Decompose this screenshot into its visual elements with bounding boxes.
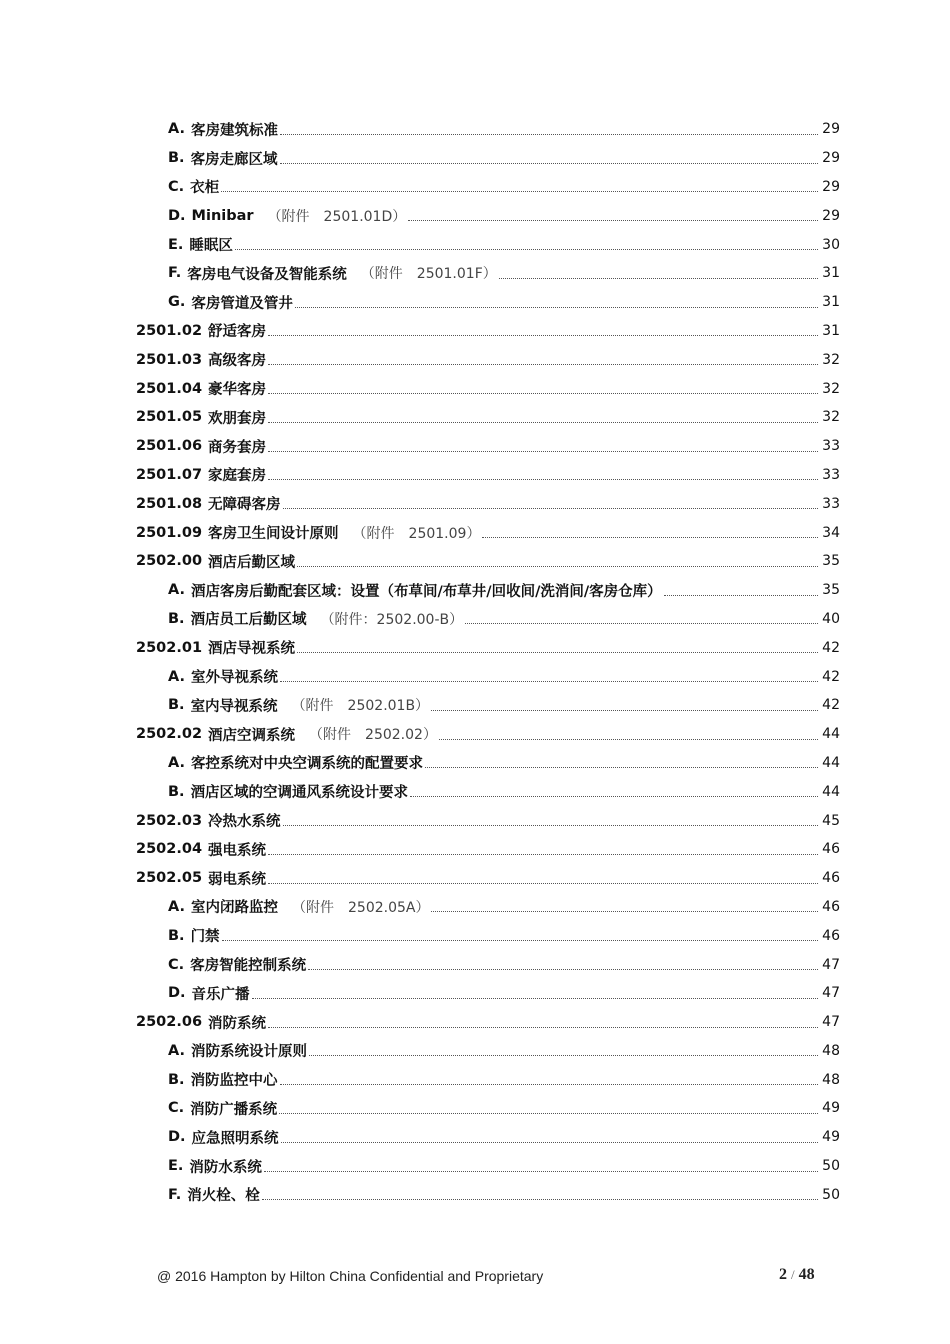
toc-entry-page-number: 44: [822, 783, 840, 800]
toc-entry-number: 2501.02: [136, 322, 203, 339]
toc-entry-number: F.: [168, 265, 182, 282]
toc-entry[interactable]: [0, 662, 950, 691]
dot-leader: [664, 595, 818, 596]
toc-entry-page-number: 33: [822, 495, 840, 512]
toc-entry[interactable]: [0, 345, 950, 374]
toc-entry-page-number: 35: [822, 553, 840, 570]
toc-entry-attachment-note: （附件 2501.09）: [352, 525, 481, 542]
toc-entry-number: B.: [168, 1071, 185, 1088]
toc-entry-page-number: 46: [822, 898, 840, 915]
toc-entry-title: 酒店员工后勤区域: [190, 612, 307, 629]
toc-entry-title: 商务套房: [208, 439, 267, 456]
toc-entry-title: 豪华客房: [208, 382, 267, 399]
page-separator: /: [791, 1267, 795, 1282]
dot-leader: [222, 940, 818, 941]
toc-entry-number: 2501.06: [136, 438, 203, 455]
toc-entry-page-number: 46: [822, 841, 840, 858]
toc-entry-page-number: 47: [822, 956, 840, 973]
dot-leader: [268, 1027, 818, 1028]
dot-leader: [280, 1084, 818, 1085]
footer-copyright: @ 2016 Hampton by Hilton China Confidential and Proprietary: [157, 1268, 544, 1284]
toc-entry[interactable]: [0, 1065, 950, 1094]
toc-entry-number: 2502.03: [136, 812, 203, 829]
toc-entry-title: 酒店导视系统: [208, 641, 296, 658]
toc-entry-title: 客房走廊区域: [190, 151, 278, 168]
dot-leader: [268, 883, 818, 884]
toc-entry-page-number: 49: [822, 1129, 840, 1146]
toc-entry-title: 客房管道及管井: [191, 295, 293, 312]
toc-entry-number: 2501.07: [136, 466, 203, 483]
dot-leader: [268, 393, 818, 394]
dot-leader: [499, 278, 818, 279]
toc-entry-page-number: 50: [822, 1186, 840, 1203]
toc-entry-title: 冷热水系统: [208, 814, 281, 831]
toc-entry-number: B.: [168, 610, 185, 627]
dot-leader: [297, 652, 818, 653]
toc-entry-number: B.: [168, 697, 185, 714]
toc-entry-number: G.: [168, 294, 186, 311]
toc-entry-number: D.: [168, 985, 186, 1002]
toc-entry-page-number: 35: [822, 582, 840, 599]
toc-entry-number: C.: [168, 1100, 185, 1117]
toc-entry[interactable]: [0, 633, 950, 662]
toc-entry[interactable]: [0, 374, 950, 403]
dot-leader: [410, 796, 818, 797]
toc-entry-page-number: 33: [822, 466, 840, 483]
toc-entry-page-number: 32: [822, 380, 840, 397]
toc-entry-page-number: 42: [822, 697, 840, 714]
dot-leader: [280, 163, 818, 164]
dot-leader: [408, 220, 818, 221]
toc-entry-page-number: 47: [822, 985, 840, 1002]
toc-entry-title: Minibar: [191, 207, 254, 224]
toc-entry[interactable]: [0, 115, 950, 144]
toc-entry-number: 2502.01: [136, 639, 203, 656]
dot-leader: [268, 364, 818, 365]
toc-entry-title: 欢朋套房: [208, 410, 267, 427]
toc-entry-page-number: 32: [822, 409, 840, 426]
toc-entry[interactable]: [0, 288, 950, 317]
toc-entry[interactable]: [0, 461, 950, 490]
dot-leader: [280, 134, 818, 135]
total-page-count: 48: [798, 1266, 815, 1283]
toc-entry-title: 消防监控中心: [190, 1073, 278, 1090]
toc-entry-page-number: 42: [822, 639, 840, 656]
dot-leader: [283, 508, 818, 509]
toc-entry[interactable]: [0, 1008, 950, 1037]
toc-entry-page-number: 31: [822, 322, 840, 339]
dot-leader: [262, 1199, 818, 1200]
toc-entry-number: 2501.08: [136, 495, 203, 512]
footer-page-number: [779, 1266, 815, 1284]
toc-entry-number: 2502.00: [136, 553, 203, 570]
toc-entry-title: 消火栓、栓: [187, 1188, 260, 1205]
toc-entry-number: A.: [168, 754, 185, 771]
dot-leader: [268, 422, 818, 423]
toc-entry-number: 2502.04: [136, 841, 203, 858]
toc-entry-title: 酒店客房后勤配套区域：设置（布草间/布草井/回收间/洗消间/客房仓库）: [191, 583, 662, 600]
toc-entry-title: 家庭套房: [208, 468, 267, 485]
toc-entry-number: 2501.09: [136, 524, 203, 541]
toc-entry-number: D.: [168, 1129, 186, 1146]
toc-entry[interactable]: [0, 979, 950, 1008]
toc-entry-title: 室内导视系统: [190, 698, 278, 715]
toc-entry-title: 消防系统: [208, 1015, 267, 1032]
dot-leader: [221, 191, 818, 192]
toc-entry-page-number: 34: [822, 524, 840, 541]
toc-entry[interactable]: [0, 893, 950, 922]
toc-entry-title: 客房电气设备及智能系统: [187, 266, 347, 283]
toc-entry-page-number: 44: [822, 754, 840, 771]
dot-leader: [264, 1171, 818, 1172]
toc-entry-page-number: 30: [822, 236, 840, 253]
toc-entry-attachment-note: （附件 2501.01D）: [267, 208, 407, 225]
toc-entry-title: 消防系统设计原则: [191, 1044, 307, 1061]
toc-entry-page-number: 29: [822, 121, 840, 138]
toc-entry-page-number: 33: [822, 438, 840, 455]
toc-entry-title: 酒店空调系统: [208, 727, 296, 744]
dot-leader: [283, 825, 818, 826]
toc-entry[interactable]: [0, 749, 950, 778]
toc-entry[interactable]: [0, 489, 950, 518]
toc-entry[interactable]: [0, 777, 950, 806]
toc-entry-number: 2501.05: [136, 409, 203, 426]
toc-entry-title: 舒适客房: [208, 324, 267, 341]
toc-entry-attachment-note: （附件 2501.01F）: [360, 266, 497, 283]
dot-leader: [268, 451, 818, 452]
dot-leader: [297, 566, 818, 567]
toc-entry[interactable]: [0, 1094, 950, 1123]
toc-entry[interactable]: [0, 230, 950, 259]
toc-entry-number: A.: [168, 898, 185, 915]
toc-entry-number: A.: [168, 1042, 185, 1059]
dot-leader: [268, 335, 818, 336]
toc-entry-page-number: 40: [822, 610, 840, 627]
toc-entry-title: 客房卫生间设计原则: [208, 526, 339, 543]
toc-entry-title: 消防广播系统: [190, 1101, 278, 1118]
dot-leader: [268, 479, 818, 480]
toc-entry[interactable]: [0, 432, 950, 461]
toc-entry[interactable]: [0, 835, 950, 864]
toc-entry-page-number: 29: [822, 207, 840, 224]
toc-entry[interactable]: [0, 144, 950, 173]
toc-entry-page-number: 46: [822, 870, 840, 887]
toc-entry[interactable]: [0, 403, 950, 432]
toc-entry-title: 音乐广播: [191, 986, 250, 1003]
toc-entry-number: 2502.02: [136, 726, 203, 743]
toc-entry-page-number: 31: [822, 294, 840, 311]
toc-entry-page-number: 49: [822, 1100, 840, 1117]
toc-entry-title: 客房智能控制系统: [190, 958, 307, 974]
dot-leader: [431, 710, 818, 711]
toc-entry-page-number: 42: [822, 668, 840, 685]
dot-leader: [431, 911, 818, 912]
toc-entry-page-number: 47: [822, 1014, 840, 1031]
dot-leader: [309, 1055, 818, 1056]
toc-entry-title: 室内闭路监控: [191, 900, 278, 917]
toc-entry-number: 2502.06: [136, 1014, 203, 1031]
toc-entry[interactable]: [0, 1123, 950, 1152]
toc-entry-page-number: 31: [822, 265, 840, 282]
toc-entry-number: C.: [168, 956, 185, 973]
toc-entry-title: 强电系统: [208, 842, 267, 859]
toc-entry-number: E.: [168, 236, 184, 253]
toc-entry-page-number: 48: [822, 1071, 840, 1088]
toc-entry[interactable]: [0, 317, 950, 346]
toc-entry-number: F.: [168, 1186, 182, 1203]
toc-entry[interactable]: [0, 806, 950, 835]
toc-entry-number: B.: [168, 927, 185, 944]
dot-leader: [279, 1113, 818, 1114]
toc-entry[interactable]: [0, 201, 950, 230]
toc-entry-title: 无障碍客房: [208, 497, 281, 514]
dot-leader: [235, 249, 818, 250]
toc-entry[interactable]: [0, 1180, 950, 1209]
current-page-number: 2: [779, 1266, 787, 1283]
toc-entry-attachment-note: （附件 2502.01B）: [291, 698, 430, 715]
toc-entry-title: 室外导视系统: [191, 670, 278, 687]
toc-entry-page-number: 50: [822, 1158, 840, 1175]
toc-entry[interactable]: [0, 921, 950, 950]
toc-entry-number: A.: [168, 582, 185, 599]
toc-entry-number: 2501.04: [136, 380, 203, 397]
dot-leader: [281, 1142, 818, 1143]
toc-entry-title: 门禁: [190, 929, 220, 946]
toc-entry[interactable]: [0, 173, 950, 202]
toc-entry-number: A.: [168, 668, 185, 685]
toc-entry-title: 睡眠区: [189, 238, 233, 255]
toc-entry-title: 衣柜: [190, 180, 220, 197]
dot-leader: [252, 998, 818, 999]
toc-entry[interactable]: [0, 720, 950, 749]
toc-entry[interactable]: [0, 1152, 950, 1181]
toc-entry[interactable]: [0, 576, 950, 605]
toc-entry[interactable]: [0, 950, 950, 979]
toc-entry-page-number: 32: [822, 351, 840, 368]
toc-entry-title: 弱电系统: [208, 871, 267, 888]
dot-leader: [425, 767, 818, 768]
table-of-contents: [0, 115, 950, 1209]
toc-entry-title: 酒店后勤区域: [208, 554, 296, 571]
toc-entry-title: 客控系统对中央空调系统的配置要求: [191, 756, 423, 773]
toc-entry[interactable]: [0, 1037, 950, 1066]
toc-entry-page-number: 29: [822, 178, 840, 195]
toc-entry-number: 2502.05: [136, 870, 203, 887]
toc-entry-page-number: 44: [822, 726, 840, 743]
toc-entry-number: B.: [168, 783, 185, 800]
dot-leader: [268, 854, 818, 855]
dot-leader: [482, 537, 818, 538]
toc-entry-title: 酒店区域的空调通风系统设计要求: [190, 785, 409, 802]
toc-entry-page-number: 48: [822, 1042, 840, 1059]
toc-entry-attachment-note: （附件 2502.05A）: [292, 899, 430, 916]
toc-entry-number: 2501.03: [136, 351, 203, 368]
toc-entry-page-number: 29: [822, 150, 840, 167]
dot-leader: [295, 307, 818, 308]
dot-leader: [308, 969, 818, 970]
toc-entry[interactable]: [0, 691, 950, 720]
toc-entry[interactable]: [0, 547, 950, 576]
toc-entry-number: A.: [168, 121, 185, 138]
toc-entry[interactable]: [0, 864, 950, 893]
toc-entry-number: B.: [168, 150, 185, 167]
toc-entry[interactable]: [0, 605, 950, 634]
toc-entry[interactable]: [0, 259, 950, 288]
toc-entry-page-number: 46: [822, 927, 840, 944]
dot-leader: [280, 681, 818, 682]
toc-entry-title: 应急照明系统: [191, 1130, 279, 1147]
toc-entry-attachment-note: （附件 2502.02）: [309, 727, 437, 744]
toc-entry-title: 消防水系统: [189, 1159, 262, 1176]
toc-entry-number: E.: [168, 1158, 184, 1175]
dot-leader: [439, 739, 818, 740]
toc-entry-title: 客房建筑标准: [191, 122, 278, 139]
dot-leader: [465, 623, 818, 624]
toc-entry-number: D.: [168, 207, 186, 224]
toc-entry-number: C.: [168, 178, 185, 195]
toc-entry-page-number: 45: [822, 812, 840, 829]
toc-entry-title: 高级客房: [208, 353, 267, 370]
toc-entry-attachment-note: （附件：2502.00-B）: [320, 611, 464, 628]
toc-entry[interactable]: [0, 518, 950, 547]
